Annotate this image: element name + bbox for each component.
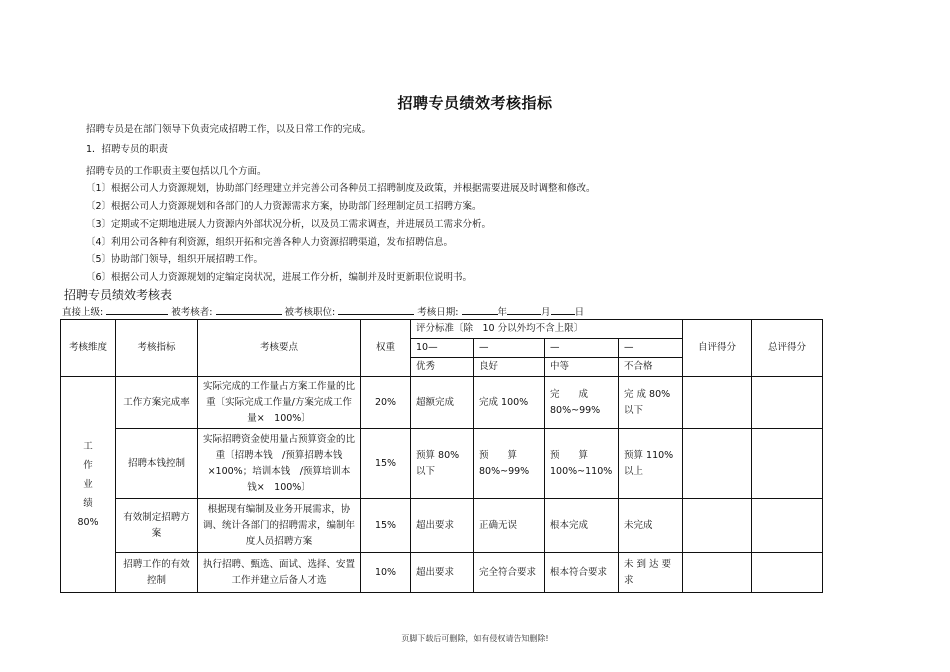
self-score-cell xyxy=(683,377,752,429)
total-score-cell xyxy=(752,377,823,429)
table-row xyxy=(61,429,823,499)
header-dimension: 考核维度 xyxy=(61,320,116,377)
indicator-cell: 工作方案完成率 xyxy=(116,377,198,429)
header-weight: 权重 xyxy=(361,320,411,377)
header-key-points: 考核要点 xyxy=(198,320,361,377)
year-blank xyxy=(462,304,498,315)
self-score-cell xyxy=(683,553,752,593)
total-score-cell xyxy=(752,553,823,593)
good-cell: 预 算 80%~99% xyxy=(474,429,545,499)
dimension-cell xyxy=(61,377,116,593)
points-cell: 实际招聘资金使用量占预算资金的比重〔招聘本钱 /预算招聘本钱×100%；培训本钱 /预算培训本钱× 100%〕 xyxy=(198,429,361,499)
page-footer: 页脚下载后可删除，如有侵权请告知删除! xyxy=(401,634,549,643)
dimension-char: 作 xyxy=(83,460,93,471)
header-score-range: — xyxy=(474,339,545,358)
duty-item: 〔5〕协助部门领导，组织开展招聘工作。 xyxy=(86,254,264,265)
header-indicator: 考核指标 xyxy=(116,320,198,377)
assessee-blank xyxy=(216,304,282,315)
points-cell: 根据现有编制及业务开展需求，协调、统计各部门的招聘需求，编制年度人员招聘方案 xyxy=(198,499,361,553)
medium-cell: 根本完成 xyxy=(545,499,619,553)
indicator-cell: 招聘工作的有效控制 xyxy=(116,553,198,593)
self-score-cell xyxy=(683,429,752,499)
indicator-cell: 招聘本钱控制 xyxy=(116,429,198,499)
duty-item: 〔6〕根据公司人力资源规划的定编定岗状况，进展工作分析，编制并及时更新职位说明书。 xyxy=(86,272,473,283)
excellent-cell: 超额完成 xyxy=(411,377,474,429)
dimension-char: 业 xyxy=(83,479,93,490)
header-excellent: 优秀 xyxy=(411,358,474,377)
excellent-cell: 超出要求 xyxy=(411,553,474,593)
section-heading: 1．招聘专员的职责 xyxy=(86,144,169,155)
medium-cell: 完 成 80%~99% xyxy=(545,377,619,429)
info-row xyxy=(62,304,584,318)
duties-intro: 招聘专员的工作职责主要包括以几个方面。 xyxy=(86,166,267,177)
fail-cell: 完 成 80% 以下 xyxy=(619,377,683,429)
duty-item: 〔3〕定期或不定期地进展人力资源内外部状况分析，以及员工需求调查，并进展员工需求分析。 xyxy=(86,219,492,230)
good-cell: 正确无误 xyxy=(474,499,545,553)
position-blank xyxy=(338,304,414,315)
assessee-label: 被考核者: xyxy=(171,307,213,318)
good-cell: 完全符合要求 xyxy=(474,553,545,593)
indicator-cell: 有效制定招聘方案 xyxy=(116,499,198,553)
page-title: 招聘专员绩效考核指标 xyxy=(397,94,553,112)
superior-blank xyxy=(106,304,168,315)
date-label: 考核日期: xyxy=(417,307,459,318)
duty-item: 〔4〕利用公司各种有利资源，组织开拓和完善各种人力资源招聘渠道，发布招聘信息。 xyxy=(86,237,454,248)
fail-cell: 预算 110% 以上 xyxy=(619,429,683,499)
month-label: 月 xyxy=(541,307,551,318)
superior-label: 直接上级: xyxy=(62,307,104,318)
weight-cell: 15% xyxy=(361,499,411,553)
fail-cell: 未完成 xyxy=(619,499,683,553)
header-self-score: 自评得分 xyxy=(683,320,752,377)
day-blank xyxy=(551,304,575,315)
dimension-char: 绩 xyxy=(83,498,93,509)
intro-text: 招聘专员是在部门领导下负责完成招聘工作，以及日常工作的完成。 xyxy=(86,124,372,135)
year-label: 年 xyxy=(497,307,508,318)
position-label: 被考核职位: xyxy=(284,307,336,318)
table-title: 招聘专员绩效考核表 xyxy=(64,288,173,302)
duty-item: 〔2〕根据公司人力资源规划和各部门的人力资源需求方案，协助部门经理制定员工招聘方案。 xyxy=(86,201,482,212)
header-scoring: 评分标准〔除 10 分以外均不含上限〕 xyxy=(411,320,683,339)
header-score-range: — xyxy=(619,339,683,358)
weight-cell: 20% xyxy=(361,377,411,429)
table-row xyxy=(61,553,823,593)
total-score-cell xyxy=(752,429,823,499)
medium-cell: 根本符合要求 xyxy=(545,553,619,593)
duty-item: 〔1〕根据公司人力资源规划，协助部门经理建立并完善公司各种员工招聘制度及政策，并根据需要进展及时调整和修改。 xyxy=(86,183,596,194)
weight-cell: 15% xyxy=(361,429,411,499)
fail-cell: 未 到 达 要求 xyxy=(619,553,683,593)
header-good: 良好 xyxy=(474,358,545,377)
day-label: 日 xyxy=(574,307,585,318)
weight-cell: 10% xyxy=(361,553,411,593)
medium-cell: 预 算 100%~110% xyxy=(545,429,619,499)
points-cell: 执行招聘、甄选、面试、选择、安置工作并建立后备人才选 xyxy=(198,553,361,593)
header-row xyxy=(61,320,823,339)
dimension-weight: 80% xyxy=(77,517,99,528)
header-total-score: 总评得分 xyxy=(752,320,823,377)
points-cell: 实际完成的工作量占方案工作量的比重〔实际完成工作量/方案完成工作量× 100%〕 xyxy=(198,377,361,429)
header-fail: 不合格 xyxy=(619,358,683,377)
header-medium: 中等 xyxy=(545,358,619,377)
table-row xyxy=(61,377,823,429)
total-score-cell xyxy=(752,499,823,553)
table-row xyxy=(61,499,823,553)
month-blank xyxy=(507,304,541,315)
self-score-cell xyxy=(683,499,752,553)
excellent-cell: 预算 80% 以下 xyxy=(411,429,474,499)
good-cell: 完成 100% xyxy=(474,377,545,429)
kpi-table xyxy=(60,319,823,593)
dimension-char: 工 xyxy=(83,441,93,452)
header-score-range: — xyxy=(545,339,619,358)
header-score-range: 10— xyxy=(411,339,474,358)
excellent-cell: 超出要求 xyxy=(411,499,474,553)
